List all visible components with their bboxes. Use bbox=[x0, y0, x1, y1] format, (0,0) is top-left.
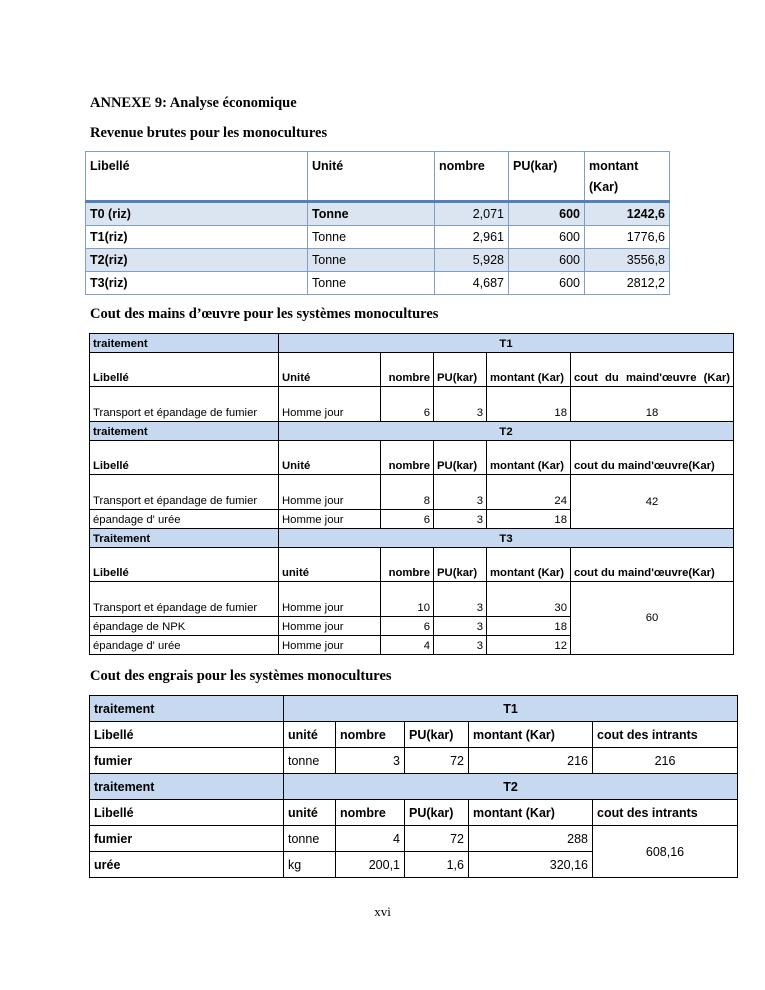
treatment-name: T2 bbox=[279, 422, 734, 441]
column-header: montant (Kar) bbox=[487, 353, 571, 387]
column-header: PU(kar) bbox=[434, 441, 487, 475]
column-header: nombre bbox=[336, 800, 405, 826]
total-cell: 18 bbox=[571, 387, 734, 422]
column-header: Libellé bbox=[86, 152, 308, 202]
table-cell: fumier bbox=[90, 826, 284, 852]
column-header: cout des intrants bbox=[593, 800, 738, 826]
table-row bbox=[90, 387, 734, 422]
column-header: nombre bbox=[381, 353, 434, 387]
table-cell: 3 bbox=[434, 617, 487, 636]
table-cell: 2,961 bbox=[435, 226, 509, 249]
table-cell: T2(riz) bbox=[86, 249, 308, 272]
table-cell: 18 bbox=[487, 387, 571, 422]
labor-heading: Cout des mains d’œuvre pour les systèmes monocultures bbox=[90, 306, 439, 322]
column-header: cout des intrants bbox=[593, 722, 738, 748]
table-cell: Tonne bbox=[308, 226, 435, 249]
table-cell: 3 bbox=[434, 387, 487, 422]
column-header-row bbox=[90, 800, 738, 826]
table-cell: 3 bbox=[434, 636, 487, 655]
column-header: montant (Kar) bbox=[469, 722, 593, 748]
column-header: cout du maind'œuvre (Kar) bbox=[571, 353, 734, 387]
table-cell: fumier bbox=[90, 748, 284, 774]
column-header: nombre bbox=[336, 722, 405, 748]
table-cell: 1,6 bbox=[405, 852, 469, 878]
table-cell: 2812,2 bbox=[585, 272, 670, 295]
table-cell: épandage d' urée bbox=[90, 636, 279, 655]
column-header: Unité bbox=[308, 152, 435, 202]
table-cell: 3556,8 bbox=[585, 249, 670, 272]
treatment-row bbox=[90, 696, 738, 722]
column-header: montant (Kar) bbox=[487, 441, 571, 475]
column-header: Libellé bbox=[90, 441, 279, 475]
table-row bbox=[90, 748, 738, 774]
traitement-label: traitement bbox=[90, 334, 279, 353]
table-cell: Transport et épandage de fumier bbox=[90, 582, 279, 617]
table-row bbox=[86, 226, 670, 249]
treatment-name: T2 bbox=[284, 774, 738, 800]
column-header: PU(kar) bbox=[509, 152, 585, 202]
total-cell: 42 bbox=[571, 475, 734, 529]
column-header: Libellé bbox=[90, 353, 279, 387]
table-row bbox=[86, 202, 670, 226]
table-cell: 72 bbox=[405, 826, 469, 852]
column-header: PU(kar) bbox=[405, 722, 469, 748]
table-cell: 12 bbox=[487, 636, 571, 655]
column-header: PU(kar) bbox=[434, 353, 487, 387]
table-cell: 3 bbox=[434, 582, 487, 617]
table-cell: 600 bbox=[509, 249, 585, 272]
table-cell: 4 bbox=[381, 636, 434, 655]
column-header: unité bbox=[279, 548, 381, 582]
column-header: unité bbox=[284, 800, 336, 826]
column-header: PU(kar) bbox=[434, 548, 487, 582]
table-cell: 600 bbox=[509, 226, 585, 249]
traitement-label: traitement bbox=[90, 422, 279, 441]
table-cell: 30 bbox=[487, 582, 571, 617]
table-cell: Homme jour bbox=[279, 636, 381, 655]
table-cell: Homme jour bbox=[279, 510, 381, 529]
table-row bbox=[86, 272, 670, 295]
traitement-label: traitement bbox=[90, 696, 284, 722]
revenue-heading: Revenue brutes pour les monocultures bbox=[90, 125, 328, 141]
table-cell: Homme jour bbox=[279, 617, 381, 636]
column-header: montant (Kar) bbox=[469, 800, 593, 826]
table-cell: urée bbox=[90, 852, 284, 878]
table-header-row bbox=[86, 152, 670, 202]
column-header: nombre bbox=[435, 152, 509, 202]
table-cell: Transport et épandage de fumier bbox=[90, 475, 279, 510]
column-header: cout du maind'œuvre(Kar) bbox=[571, 548, 734, 582]
table-cell: 320,16 bbox=[469, 852, 593, 878]
table-cell: 6 bbox=[381, 510, 434, 529]
column-header: cout du maind'œuvre(Kar) bbox=[571, 441, 734, 475]
table-cell: 10 bbox=[381, 582, 434, 617]
table-cell: 18 bbox=[487, 617, 571, 636]
column-header: montant (Kar) bbox=[487, 548, 571, 582]
page-number: xvi bbox=[374, 904, 391, 919]
treatment-row bbox=[90, 422, 734, 441]
column-header-row bbox=[90, 353, 734, 387]
treatment-row bbox=[90, 774, 738, 800]
column-header: PU(kar) bbox=[405, 800, 469, 826]
table-cell: épandage d' urée bbox=[90, 510, 279, 529]
table-cell: 4,687 bbox=[435, 272, 509, 295]
table-cell: 1242,6 bbox=[585, 202, 670, 226]
table-cell: 4 bbox=[336, 826, 405, 852]
table-row bbox=[90, 582, 734, 617]
table-cell: 288 bbox=[469, 826, 593, 852]
table-cell: 3 bbox=[434, 475, 487, 510]
revenue-table bbox=[85, 151, 670, 295]
traitement-label: Traitement bbox=[90, 529, 279, 548]
table-cell: 8 bbox=[381, 475, 434, 510]
table-cell: kg bbox=[284, 852, 336, 878]
table-cell: 216 bbox=[469, 748, 593, 774]
column-header-row bbox=[90, 441, 734, 475]
table-cell: Tonne bbox=[308, 202, 435, 226]
fertilizer-heading: Cout des engrais pour les systèmes monocultures bbox=[90, 668, 392, 684]
table-cell: Homme jour bbox=[279, 582, 381, 617]
traitement-label: traitement bbox=[90, 774, 284, 800]
column-header: Unité bbox=[279, 353, 381, 387]
total-cell: 60 bbox=[571, 582, 734, 655]
table-cell: 72 bbox=[405, 748, 469, 774]
table-cell: 2,071 bbox=[435, 202, 509, 226]
treatment-name: T1 bbox=[279, 334, 734, 353]
table-cell: 6 bbox=[381, 387, 434, 422]
table-cell: 3 bbox=[336, 748, 405, 774]
column-header-row bbox=[90, 722, 738, 748]
table-cell: Tonne bbox=[308, 272, 435, 295]
table-cell: 3 bbox=[434, 510, 487, 529]
annex-title: ANNEXE 9: Analyse économique bbox=[90, 95, 297, 111]
treatment-row bbox=[90, 529, 734, 548]
treatment-row bbox=[90, 334, 734, 353]
total-cell: 608,16 bbox=[593, 826, 738, 878]
table-row bbox=[90, 475, 734, 510]
table-cell: 24 bbox=[487, 475, 571, 510]
table-cell: tonne bbox=[284, 826, 336, 852]
table-cell: 600 bbox=[509, 272, 585, 295]
table-row bbox=[90, 826, 738, 852]
table-cell: 6 bbox=[381, 617, 434, 636]
column-header: unité bbox=[284, 722, 336, 748]
total-cell: 216 bbox=[593, 748, 738, 774]
treatment-name: T3 bbox=[279, 529, 734, 548]
table-cell: T1(riz) bbox=[86, 226, 308, 249]
table-cell: 5,928 bbox=[435, 249, 509, 272]
column-header: Libellé bbox=[90, 548, 279, 582]
treatment-name: T1 bbox=[284, 696, 738, 722]
table-cell: 200,1 bbox=[336, 852, 405, 878]
table-cell: Tonne bbox=[308, 249, 435, 272]
table-cell: Homme jour bbox=[279, 475, 381, 510]
table-cell: T0 (riz) bbox=[86, 202, 308, 226]
column-header: Libellé bbox=[90, 722, 284, 748]
table-cell: épandage de NPK bbox=[90, 617, 279, 636]
table-cell: 1776,6 bbox=[585, 226, 670, 249]
column-header: Libellé bbox=[90, 800, 284, 826]
table-cell: tonne bbox=[284, 748, 336, 774]
column-header: nombre bbox=[381, 548, 434, 582]
labor-cost-table bbox=[89, 333, 734, 655]
table-row bbox=[86, 249, 670, 272]
table-cell: Transport et épandage de fumier bbox=[90, 387, 279, 422]
table-cell: 600 bbox=[509, 202, 585, 226]
table-cell: Homme jour bbox=[279, 387, 381, 422]
column-header: Unité bbox=[279, 441, 381, 475]
column-header-row bbox=[90, 548, 734, 582]
column-header: montant (Kar) bbox=[585, 152, 670, 202]
table-cell: 18 bbox=[487, 510, 571, 529]
fertilizer-cost-table bbox=[89, 695, 738, 878]
column-header: nombre bbox=[381, 441, 434, 475]
table-cell: T3(riz) bbox=[86, 272, 308, 295]
